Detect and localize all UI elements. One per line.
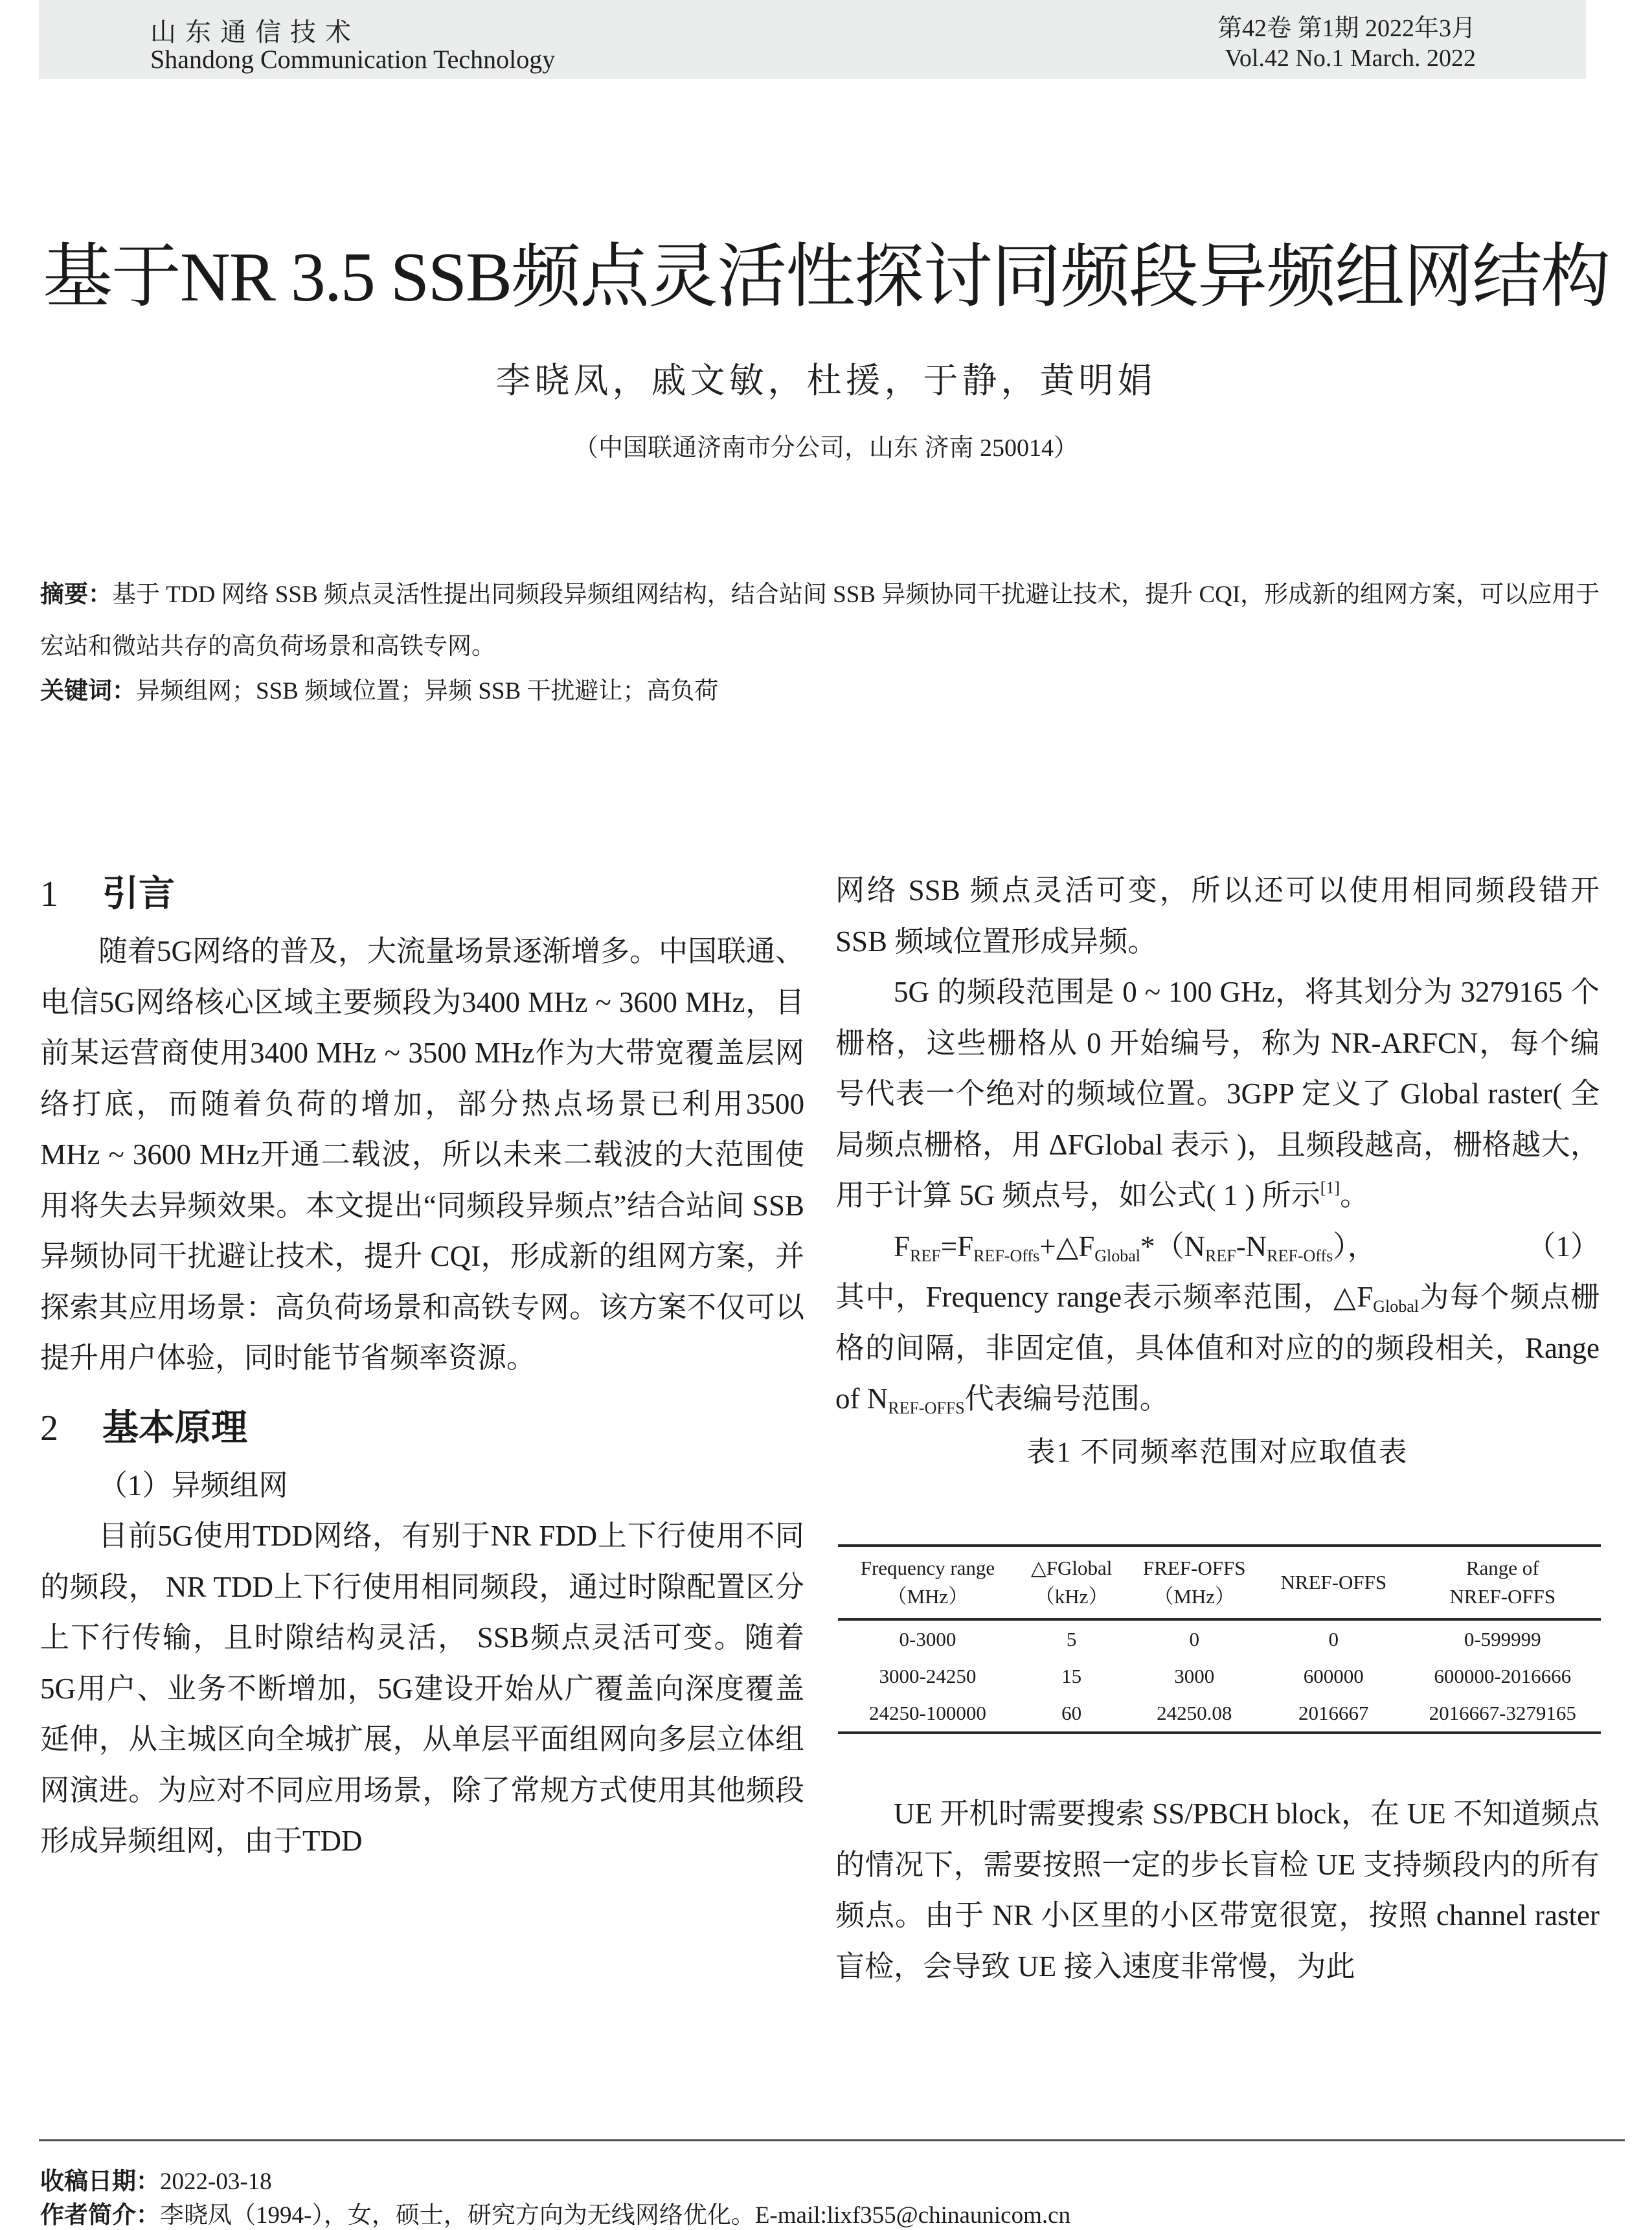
section-2-paragraph-1-continued: 网络 SSB 频点灵活可变，所以还可以使用相同频段错开 SSB 频域位置形成异频。 xyxy=(835,874,1600,958)
header-line: （kHz） xyxy=(1034,1585,1109,1608)
table-cell: 0 xyxy=(1189,1627,1199,1650)
header-line: Frequency range xyxy=(860,1557,995,1579)
header-line: △FGlobal xyxy=(1030,1557,1113,1579)
table-1 xyxy=(838,1544,1601,1734)
paper-title: 基于NR 3.5 SSB频点灵活性探讨同频段异频组网结构 xyxy=(42,239,1610,316)
table-cell: 600000 xyxy=(1303,1664,1364,1687)
table-cell: 600000-2016666 xyxy=(1434,1664,1572,1687)
subsection-heading: （1）异频组网 xyxy=(98,1469,288,1502)
formula-sub: REF-Offs xyxy=(1267,1246,1333,1265)
abstract-label: 摘要： xyxy=(40,581,112,607)
table-cell: 24250.08 xyxy=(1157,1701,1232,1724)
table-cell: 2016667-3279165 xyxy=(1429,1701,1576,1724)
author-bio xyxy=(40,2195,1070,2230)
abstract xyxy=(40,569,1607,673)
running-header xyxy=(39,0,1586,79)
formula-term: -N xyxy=(1236,1230,1267,1263)
section-number: 2 xyxy=(40,1408,58,1448)
affiliation: （中国联通济南市分公司，山东 济南 250014） xyxy=(573,434,1078,462)
bio-text: 李晓凤（1994-），女，硕士，研究方向为无线网络优化。E-mail:lixf355@chinaunicom.cn xyxy=(160,2202,1071,2229)
formula-sub: REF-Offs xyxy=(973,1246,1040,1265)
table-header-cell xyxy=(1263,1546,1405,1619)
table-cell: 0-599999 xyxy=(1464,1627,1541,1650)
formula-term: =F xyxy=(940,1230,974,1263)
table-cell: 60 xyxy=(1061,1701,1082,1724)
abstract-text: 基于 TDD 网络 SSB 频点灵活性提出同频段异频组网结构，结合站间 SSB 异频协同干扰避让技术，提升 CQI，形成新的组网方案，可以应用于宏站和微站共存的高负荷场景和高铁专网。 xyxy=(40,581,1600,660)
table-1-caption: 表1 不同频率范围对应取值表 xyxy=(1026,1436,1409,1468)
received-date xyxy=(40,2161,272,2196)
header-line: （MHz） xyxy=(887,1585,969,1608)
issue-info-en: Vol.42 No.1 March. 2022 xyxy=(1225,45,1476,72)
keywords xyxy=(40,671,1607,711)
table-cell: 24250-100000 xyxy=(869,1701,986,1724)
table-cell: 5 xyxy=(1066,1627,1077,1650)
section-title: 引言 xyxy=(102,873,175,914)
header-line: FREF-OFFS xyxy=(1142,1557,1246,1579)
citation-ref: [1] xyxy=(1320,1178,1341,1197)
subscript: Global xyxy=(1373,1297,1419,1316)
formula-sub: REF xyxy=(910,1246,941,1265)
table-cell: 3000-24250 xyxy=(879,1664,977,1687)
header-line: （MHz） xyxy=(1153,1585,1236,1608)
paragraph-text: 代表编号范围。 xyxy=(964,1382,1169,1415)
header-line: NREF-OFFS xyxy=(1280,1571,1387,1594)
table-cell: 3000 xyxy=(1174,1664,1215,1687)
paragraph-end: 。 xyxy=(1340,1179,1370,1211)
section-2-heading xyxy=(40,1395,804,1460)
table-header-cell xyxy=(1405,1546,1601,1619)
table-cell: 0 xyxy=(1328,1627,1339,1650)
formula-sub: Global xyxy=(1094,1246,1140,1265)
table-header-cell xyxy=(1017,1546,1126,1619)
section-2-paragraph-3 xyxy=(835,1272,1600,1425)
keywords-label: 关键词： xyxy=(40,677,136,704)
table-row xyxy=(838,1658,1601,1695)
journal-name-en: Shandong Communication Technology xyxy=(150,45,556,74)
received-label: 收稿日期： xyxy=(40,2168,160,2194)
formula-term: ）， xyxy=(1333,1230,1377,1263)
formula-term: *（N xyxy=(1140,1230,1205,1263)
right-column xyxy=(835,865,1600,1992)
table-header-row xyxy=(838,1546,1601,1619)
journal-name-cn: 山东通信技术 xyxy=(150,17,360,47)
author-list: 李晓凤，戚文敏，杜援，于静，黄明娟 xyxy=(495,361,1157,400)
section-1-heading xyxy=(40,861,804,926)
formula-term: F xyxy=(894,1230,911,1263)
formula-1 xyxy=(835,1221,1600,1272)
section-number: 1 xyxy=(40,874,58,914)
issue-info-cn: 第42卷 第1期 2022年3月 xyxy=(1217,15,1476,42)
paragraph-text: 5G 的频段范围是 0 ~ 100 GHz，将其划分为 3279165 个栅格，这些栅格从 0 开始编号，称为 NR-ARFCN，每个编号代表一个绝对的频域位置。3GPP 定义了 Global raster( 全局频点栅格，用 ΔFGlobal 表示 )，且频段越高，栅格越大，用于计算 5G 频点号，如公式( 1 ) 所示 xyxy=(835,976,1600,1211)
table-cell: 15 xyxy=(1061,1664,1082,1687)
subscript: REF-OFFS xyxy=(888,1399,965,1417)
left-column xyxy=(40,861,804,1867)
footnote-divider xyxy=(39,2139,1625,2141)
equation-number: （1） xyxy=(1526,1230,1600,1263)
table-row xyxy=(838,1619,1601,1658)
paragraph-text: 为每个频点栅格的间隔，非固定值，具体值和对应的的频段相关，Range of N xyxy=(835,1281,1600,1415)
paragraph-text: 其中，Frequency range表示频率范围，△F xyxy=(835,1281,1374,1313)
table-header-cell xyxy=(838,1546,1017,1619)
table-row xyxy=(838,1695,1601,1733)
section-title: 基本原理 xyxy=(102,1406,247,1448)
bio-label: 作者简介： xyxy=(40,2202,160,2228)
formula-term: +△F xyxy=(1039,1230,1095,1263)
section-1-paragraph: 随着5G网络的普及，大流量场景逐渐增多。中国联通、电信5G网络核心区域主要频段为3400 MHz ~ 3600 MHz，目前某运营商使用3400 MHz ~ 3500 MHz作为大带宽覆盖层网络打底，而随着负荷的增加，部分热点场景已利用3500 MHz ~ 3600 MHz开通二载波，所以未来二载波的大范围使用将失去异频效果。本文提出“同频段异频点”结合站间 SSB 异频协同干扰避让技术，提升 CQI，形成新的组网方案，并探索其应用场景：高负荷场景和高铁专网。该方案不仅可以提升用户体验，同时能节省频率资源。 xyxy=(40,935,804,1374)
section-2-paragraph-1: 目前5G使用TDD网络，有别于NR FDD上下行使用不同的频段， NR TDD上下行使用相同频段，通过时隙配置区分上下行传输，且时隙结构灵活， SSB频点灵活可变。随着5G用户、业务不断增加，5G建设开始从广覆盖向深度覆盖延伸，从主城区向全城扩展，从单层平面组网向多层立体组网演进。为应对不同应用场景，除了常规方式使用其他频段形成异频组网，由于TDD xyxy=(40,1520,804,1857)
section-2-paragraph-2 xyxy=(835,967,1600,1221)
formula-sub: REF xyxy=(1205,1246,1236,1265)
table-header-cell xyxy=(1126,1546,1263,1619)
header-line: NREF-OFFS xyxy=(1449,1585,1556,1608)
table-cell: 0-3000 xyxy=(899,1627,956,1650)
received-value: 2022-03-18 xyxy=(160,2168,272,2195)
header-line: Range of xyxy=(1465,1557,1539,1579)
keywords-text: 异频组网；SSB 频域位置；异频 SSB 干扰避让；高负荷 xyxy=(136,678,719,704)
section-2-paragraph-4: UE 开机时需要搜索 SS/PBCH block，在 UE 不知道频点的情况下，需要按照一定的步长盲检 UE 支持频段内的所有频点。由于 NR 小区里的小区带宽很宽，按照 channel raster 盲检，会导致 UE 接入速度非常慢，为此 xyxy=(835,1797,1600,1983)
table-cell: 2016667 xyxy=(1298,1701,1369,1724)
